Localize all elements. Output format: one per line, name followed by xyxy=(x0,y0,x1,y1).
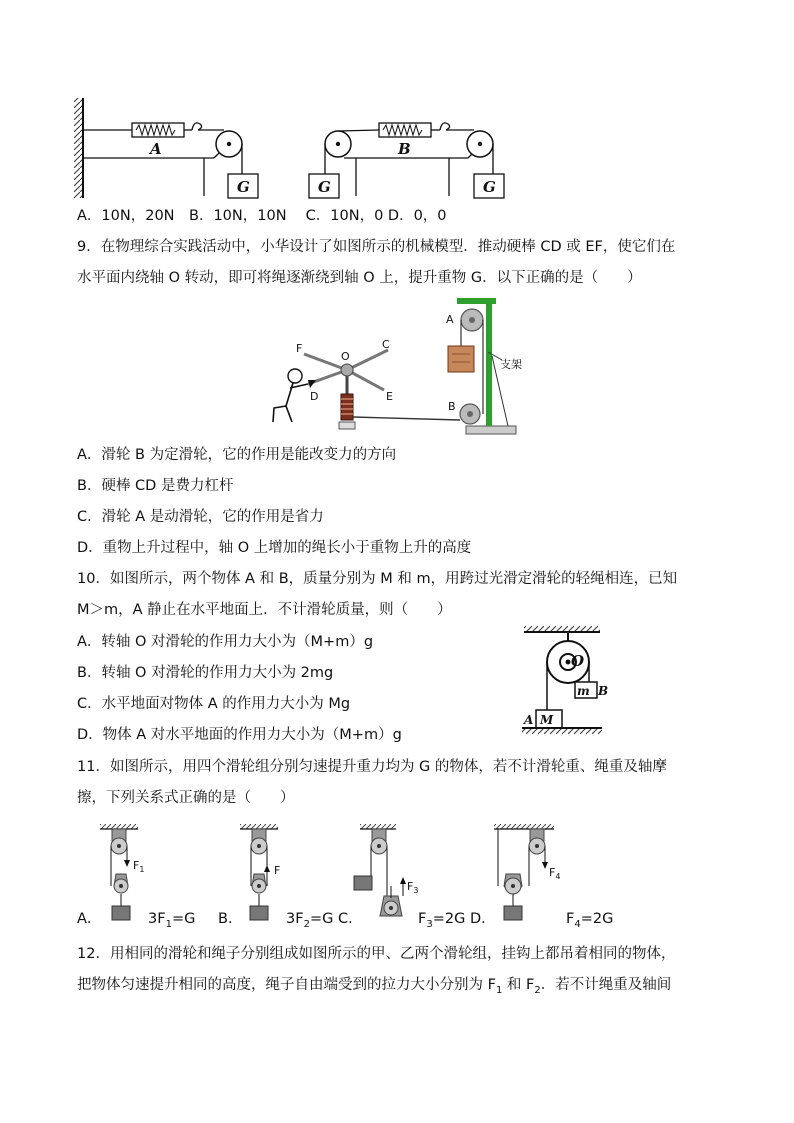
label-o10: O xyxy=(571,652,585,670)
support-base xyxy=(466,426,516,434)
q11-eq-c: $F_3=2G$ D． xyxy=(418,911,496,930)
support-pole xyxy=(486,300,492,426)
q10-stem-line1: 10．如图所示，两个物体 A 和 B，质量分别为 M 和 m，用跨过光滑定滑轮的轻绳相连，已知 xyxy=(77,571,678,587)
q12-stem-line2: 把物体匀速提升相同的高度，绳子自由端受到的拉力大小分别为 $F_1$ 和 $F_2$．若不计绳重及轴间 xyxy=(77,977,672,996)
pulley-system-b xyxy=(240,824,280,920)
q9-option-d: D．重物上升过程中，轴 O 上增加的绳长小于重物上升的高度 xyxy=(77,540,472,556)
q9-stem-line1: 9．在物理综合实践活动中，小华设计了如图所示的机械模型．推动硬棒 CD 或 EF，使它们在 xyxy=(77,239,676,255)
spring-a-label: A xyxy=(150,140,162,158)
q9-figure xyxy=(270,296,530,438)
label-b10: B xyxy=(598,684,609,698)
q11-stem-line2: 擦，下列关系式正确的是（ ） xyxy=(77,790,295,806)
q8-options: A．10N，20N B．10N，10N C．10N，0 D．0，0 xyxy=(77,208,447,224)
q9-option-c: C．滑轮 A 是动滑轮，它的作用是省力 xyxy=(77,509,324,525)
q9-option-a: A．滑轮 B 为定滑轮，它的作用是能改变力的方向 xyxy=(77,447,397,463)
support-label: 支架 xyxy=(500,358,522,371)
f4-label: $F_4$ xyxy=(549,866,561,881)
q11-eq-d: $F_4=2G$ xyxy=(566,911,614,930)
q9-stem-line2: 水平面内绕轴 O 转动，即可将绳逐渐绕到轴 O 上，提升重物 G．以下正确的是（ ） xyxy=(77,270,642,286)
q11-eq-b: $3F_2=G$ C． xyxy=(286,911,363,930)
pulley-system-d xyxy=(494,824,560,920)
wall-hatch xyxy=(74,98,82,198)
f1-label: $F_1$ xyxy=(133,859,145,874)
label-f: F xyxy=(296,342,303,355)
label-d: D xyxy=(310,390,319,403)
weight-b-right-label: G xyxy=(483,178,496,196)
weight-a-label: G xyxy=(237,178,250,196)
q10-option-a: A．转轴 O 对滑轮的作用力大小为（M+m）g xyxy=(77,634,374,650)
label-e: E xyxy=(386,390,393,403)
label-bigm10: M xyxy=(540,713,554,727)
q9-option-b: B．硬棒 CD 是费力杠杆 xyxy=(77,478,234,494)
q10-option-c: C．水平地面对物体 A 的作用力大小为 Mg xyxy=(77,696,351,712)
weight-b-left-label: G xyxy=(318,178,331,196)
q11-cap-a: A． xyxy=(77,911,102,927)
pulley-system-a xyxy=(100,824,144,920)
label-o: O xyxy=(341,350,350,363)
label-b9: B xyxy=(448,400,456,413)
pulley-system-c xyxy=(354,824,418,916)
q11-stem-line1: 11．如图所示，用四个滑轮组分别匀速提升重力均为 G 的物体，若不计滑轮重、绳重及轴摩 xyxy=(77,759,667,775)
label-m10: m xyxy=(577,684,590,698)
q10-option-b: B．转轴 O 对滑轮的作用力大小为 2mg xyxy=(77,665,334,681)
q11-eq-a: $3F_1=G$ xyxy=(148,911,196,930)
q10-option-d: D．物体 A 对水平地面的作用力大小为（M+m）g xyxy=(77,727,402,743)
axle-o xyxy=(341,364,353,376)
q11-cap-b: B． xyxy=(218,911,243,927)
spring-b-label: B xyxy=(398,140,411,158)
q10-stem-line2: M＞m，A 静止在水平地面上．不计滑轮质量，则（ ） xyxy=(77,602,452,618)
label-a9: A xyxy=(446,313,454,326)
label-c: C xyxy=(382,338,390,351)
q12-stem-line1: 12．用相同的滑轮和绳子分别组成如图所示的甲、乙两个滑轮组，挂钩上都吊着相同的物体， xyxy=(77,946,676,962)
f2-label: F xyxy=(274,864,281,877)
weight-g9 xyxy=(448,346,474,372)
q10-figure xyxy=(520,626,609,734)
q8-figure xyxy=(74,96,514,200)
label-a10: A xyxy=(524,713,534,727)
f3-label: $F_3$ xyxy=(407,880,419,895)
